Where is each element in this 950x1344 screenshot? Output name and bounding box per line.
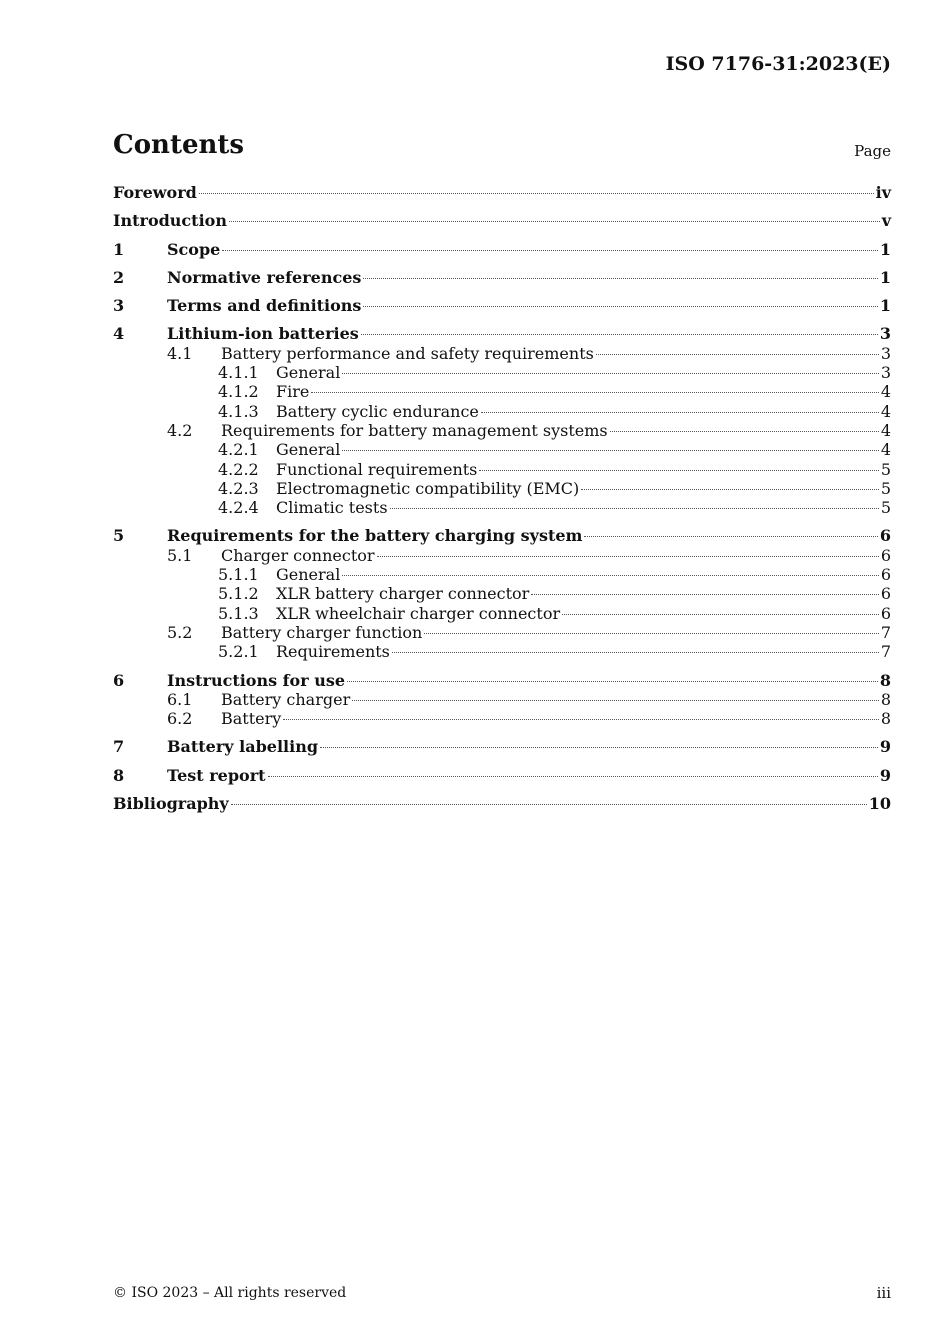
toc-entry-page: 6 <box>880 545 891 565</box>
copyright-footer: © ISO 2023 – All rights reserved <box>113 1285 347 1301</box>
dot-leader <box>363 278 877 279</box>
toc-entry[interactable] <box>113 211 891 230</box>
toc-entry-number: 4.2.2 <box>218 459 259 479</box>
toc-entry-title: Test report <box>167 765 266 785</box>
dot-leader <box>390 508 879 509</box>
dot-leader <box>424 633 879 634</box>
toc-entry-title: Requirements for battery management systems <box>221 420 608 440</box>
toc-entry-page: v <box>881 211 891 231</box>
toc-entry-number: 5.2.1 <box>218 642 259 662</box>
toc-entry-page: 8 <box>880 689 891 709</box>
toc-entry[interactable] <box>113 623 891 642</box>
toc-entry-page: 3 <box>880 363 891 383</box>
toc-entry-title: Bibliography <box>113 794 229 814</box>
dot-leader <box>562 614 879 615</box>
toc-entry-number: 5.1 <box>167 545 193 565</box>
toc-entry-title: Battery labelling <box>167 737 319 757</box>
toc-entry-title: Scope <box>167 239 221 259</box>
toc-entry[interactable] <box>113 402 891 421</box>
toc-entry[interactable] <box>113 183 891 202</box>
toc-entry[interactable] <box>113 363 891 382</box>
toc-entry[interactable] <box>113 268 891 287</box>
toc-entry[interactable] <box>113 479 891 498</box>
dot-leader <box>342 575 878 576</box>
toc-entry-number: 5 <box>113 526 125 546</box>
toc-entry-title: Fire <box>276 382 310 402</box>
toc-entry-title: Instructions for use <box>167 670 346 690</box>
dot-leader <box>311 392 878 393</box>
toc-entry[interactable] <box>113 440 891 459</box>
toc-entry-page: 3 <box>880 343 891 363</box>
toc-entry[interactable] <box>113 642 891 661</box>
toc-entry[interactable] <box>113 565 891 584</box>
toc-entry[interactable] <box>113 296 891 315</box>
toc-entry-number: 4.1.1 <box>218 363 259 383</box>
toc-entry-page: 6 <box>879 526 891 546</box>
page-number: iii <box>876 1284 891 1302</box>
dot-leader <box>199 193 874 194</box>
toc-entry[interactable] <box>113 766 891 785</box>
toc-entry-number: 4.2 <box>167 420 193 440</box>
toc-entry-page: 7 <box>880 642 891 662</box>
dot-leader <box>320 747 878 748</box>
toc-entry-number: 5.1.2 <box>218 584 259 604</box>
toc-entry-title: XLR wheelchair charger connector <box>276 603 561 623</box>
toc-entry[interactable] <box>113 794 891 813</box>
toc-entry[interactable] <box>113 421 891 440</box>
toc-entry-page: 4 <box>880 382 891 402</box>
toc-entry-number: 5.2 <box>167 622 193 642</box>
dot-leader <box>377 556 879 557</box>
toc-entry-number: 4.1 <box>167 343 193 363</box>
document-id-header: ISO 7176-31:2023(E) <box>665 53 891 75</box>
toc-entry-number: 4 <box>113 324 125 344</box>
toc-entry[interactable] <box>113 604 891 623</box>
toc-entry-title: Battery <box>221 709 282 729</box>
dot-leader <box>352 700 879 701</box>
toc-entry-title: Battery charger function <box>221 622 423 642</box>
toc-entry-title: Lithium-ion batteries <box>167 324 359 344</box>
toc-entry-number: 1 <box>113 239 125 259</box>
toc-entry-page: 4 <box>880 420 891 440</box>
toc-entry-number: 2 <box>113 267 125 287</box>
toc-entry-title: Normative references <box>167 267 362 287</box>
toc-entry-page: 7 <box>880 622 891 642</box>
page-title: Contents <box>113 130 245 160</box>
toc-entry-title: Battery performance and safety requirements <box>221 343 594 363</box>
toc-entry-page: 5 <box>880 478 891 498</box>
toc-entry-page: 4 <box>880 401 891 421</box>
dot-leader <box>361 334 878 335</box>
toc-entry[interactable] <box>113 460 891 479</box>
toc-entry-page: 5 <box>880 498 891 518</box>
toc-entry-page: 6 <box>880 603 891 623</box>
dot-leader <box>479 470 878 471</box>
dot-leader <box>596 354 879 355</box>
toc-entry-title: Introduction <box>113 211 227 231</box>
toc-entry[interactable] <box>113 709 891 728</box>
toc-entry[interactable] <box>113 546 891 565</box>
toc-entry[interactable] <box>113 240 891 259</box>
dot-leader <box>531 594 879 595</box>
toc-entry-number: 3 <box>113 296 125 316</box>
dot-leader <box>342 450 878 451</box>
toc-entry-page: 10 <box>868 794 891 814</box>
toc-entry-page: 8 <box>879 670 891 690</box>
toc-entry-number: 4.2.3 <box>218 478 259 498</box>
toc-entry-page: 6 <box>880 584 891 604</box>
toc-entry[interactable] <box>113 324 891 343</box>
toc-entry-page: 1 <box>879 267 891 287</box>
dot-leader <box>347 681 878 682</box>
toc-entry-title: Battery charger <box>221 689 351 709</box>
toc-entry-number: 6.2 <box>167 709 193 729</box>
toc-entry-number: 4.1.2 <box>218 382 259 402</box>
toc-entry-title: General <box>276 440 341 460</box>
table-of-contents <box>113 183 891 813</box>
toc-entry[interactable] <box>113 526 891 545</box>
toc-entry-number: 4.2.4 <box>218 498 259 518</box>
toc-entry[interactable] <box>113 498 891 517</box>
toc-entry-title: Battery cyclic endurance <box>276 401 479 421</box>
toc-entry[interactable] <box>113 382 891 401</box>
dot-leader <box>392 652 879 653</box>
toc-entry-title: Functional requirements <box>276 459 478 479</box>
toc-entry-page: 6 <box>880 565 891 585</box>
toc-entry-page: 8 <box>880 709 891 729</box>
toc-entry-page: 1 <box>879 296 891 316</box>
toc-entry-title: General <box>276 363 341 383</box>
toc-entry-title: Terms and definitions <box>167 296 362 316</box>
toc-entry[interactable] <box>113 737 891 756</box>
toc-entry-number: 5.1.3 <box>218 603 259 623</box>
toc-entry[interactable] <box>113 584 891 603</box>
toc-entry-page: 4 <box>880 440 891 460</box>
dot-leader <box>231 804 867 805</box>
toc-entry-title: Electromagnetic compatibility (EMC) <box>276 478 580 498</box>
toc-entry-page: 9 <box>879 765 891 785</box>
toc-entry[interactable] <box>113 344 891 363</box>
toc-entry-page: iv <box>875 183 891 202</box>
toc-entry-title: Foreword <box>113 183 197 202</box>
dot-leader <box>229 221 880 222</box>
page-column-label: Page <box>854 142 891 160</box>
toc-entry-page: 9 <box>879 737 891 757</box>
dot-leader <box>268 776 878 777</box>
toc-entry-title: Requirements for the battery charging system <box>167 526 583 546</box>
toc-entry-number: 4.1.3 <box>218 401 259 421</box>
dot-leader <box>222 250 878 251</box>
toc-entry-title: Requirements <box>276 642 390 662</box>
toc-entry-page: 1 <box>879 239 891 259</box>
toc-entry-number: 8 <box>113 765 125 785</box>
toc-entry-number: 4.2.1 <box>218 440 259 460</box>
dot-leader <box>283 719 879 720</box>
dot-leader <box>584 536 877 537</box>
toc-entry-number: 5.1.1 <box>218 565 259 585</box>
toc-entry[interactable] <box>113 671 891 690</box>
toc-entry-number: 6.1 <box>167 689 193 709</box>
dot-leader <box>610 431 879 432</box>
toc-entry-number: 7 <box>113 737 125 757</box>
dot-leader <box>342 373 878 374</box>
toc-entry[interactable] <box>113 690 891 709</box>
dot-leader <box>363 306 877 307</box>
dot-leader <box>481 412 879 413</box>
toc-entry-title: XLR battery charger connector <box>276 584 530 604</box>
toc-entry-number: 6 <box>113 670 125 690</box>
toc-entry-page: 3 <box>879 324 891 344</box>
toc-entry-page: 5 <box>880 459 891 479</box>
dot-leader <box>581 489 879 490</box>
toc-entry-title: Climatic tests <box>276 498 388 518</box>
toc-entry-title: Charger connector <box>221 545 375 565</box>
toc-entry-title: General <box>276 565 341 585</box>
